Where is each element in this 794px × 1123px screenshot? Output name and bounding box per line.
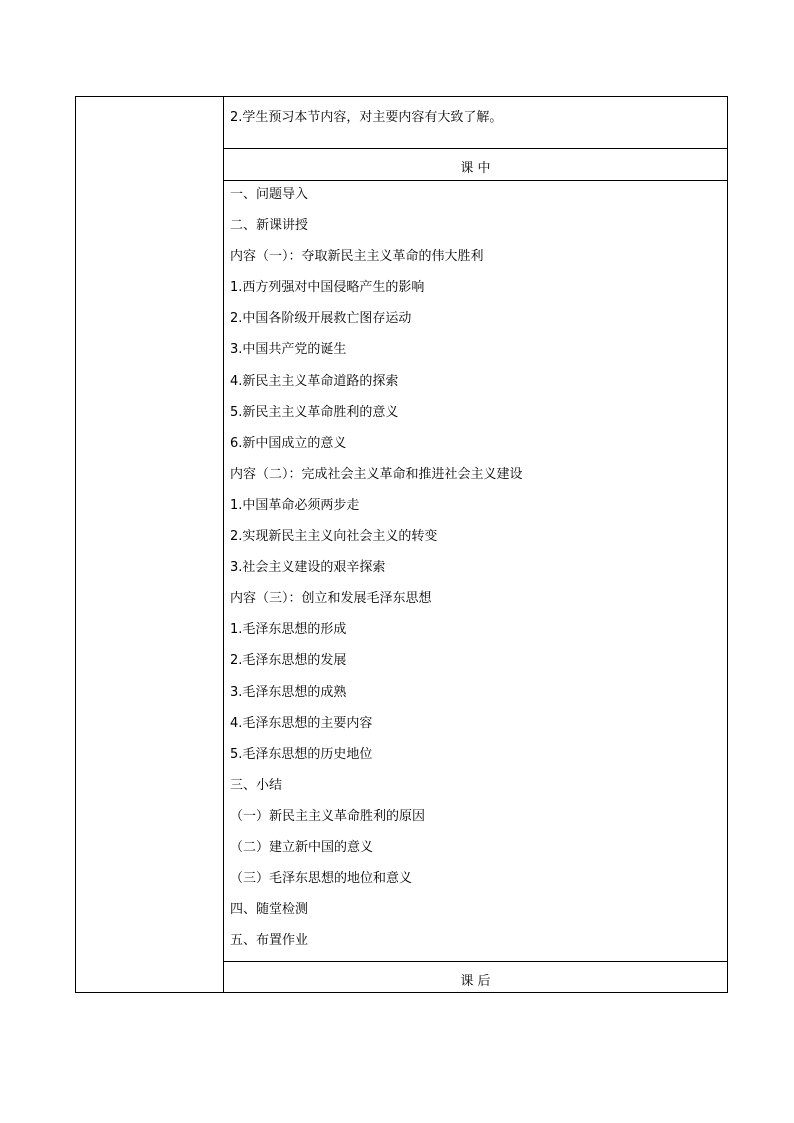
list-item: 五、布置作业 bbox=[230, 933, 309, 949]
list-item: 5.新民主主义革命胜利的意义 bbox=[230, 404, 399, 420]
list-item: 4.新民主主义革命道路的探索 bbox=[230, 373, 399, 389]
list-item: 2.中国各阶级开展救亡图存运动 bbox=[230, 311, 412, 327]
list-item: （二）建立新中国的意义 bbox=[230, 839, 374, 855]
list-item: 2.毛泽东思想的发展 bbox=[230, 653, 347, 669]
list-item: 3.中国共产党的诞生 bbox=[230, 342, 347, 358]
list-item: 3.毛泽东思想的成熟 bbox=[230, 684, 347, 700]
table-right-column bbox=[224, 97, 727, 992]
preparation-text: 2.学生预习本节内容，对主要内容有大致了解。 bbox=[230, 110, 503, 125]
list-item: （一）新民主主义革命胜利的原因 bbox=[230, 808, 426, 824]
lesson-plan-table bbox=[75, 96, 728, 993]
list-item: 三、小结 bbox=[230, 777, 283, 793]
row-divider bbox=[224, 961, 727, 962]
list-item: 2.实现新民主主义向社会主义的转变 bbox=[230, 529, 438, 545]
row-divider bbox=[224, 148, 727, 149]
list-item: 四、随堂检测 bbox=[230, 902, 309, 918]
list-item: 4.毛泽东思想的主要内容 bbox=[230, 715, 373, 731]
list-item: 6.新中国成立的意义 bbox=[230, 435, 347, 451]
list-item: 1.毛泽东思想的形成 bbox=[230, 622, 347, 638]
list-item: 1.中国革命必须两步走 bbox=[230, 497, 360, 513]
list-item: （三）毛泽东思想的地位和意义 bbox=[230, 871, 413, 887]
after-class-heading: 课 后 bbox=[460, 974, 491, 989]
list-item: 5.毛泽东思想的历史地位 bbox=[230, 746, 373, 762]
list-item: 3.社会主义建设的艰辛探索 bbox=[230, 560, 386, 576]
list-item: 内容（三）：创立和发展毛泽东思想 bbox=[230, 591, 432, 607]
list-item: 一、问题导入 bbox=[230, 187, 309, 202]
list-item: 内容（一）：夺取新民主主义革命的伟大胜利 bbox=[230, 249, 484, 265]
table-left-column bbox=[76, 97, 224, 992]
row-divider bbox=[224, 180, 727, 181]
in-class-heading: 课 中 bbox=[460, 161, 491, 176]
list-item: 内容（二）：完成社会主义革命和推进社会主义建设 bbox=[230, 466, 523, 482]
lesson-content-list bbox=[230, 186, 523, 963]
list-item: 二、新课讲授 bbox=[230, 218, 309, 234]
list-item: 1.西方列强对中国侵略产生的影响 bbox=[230, 280, 425, 296]
